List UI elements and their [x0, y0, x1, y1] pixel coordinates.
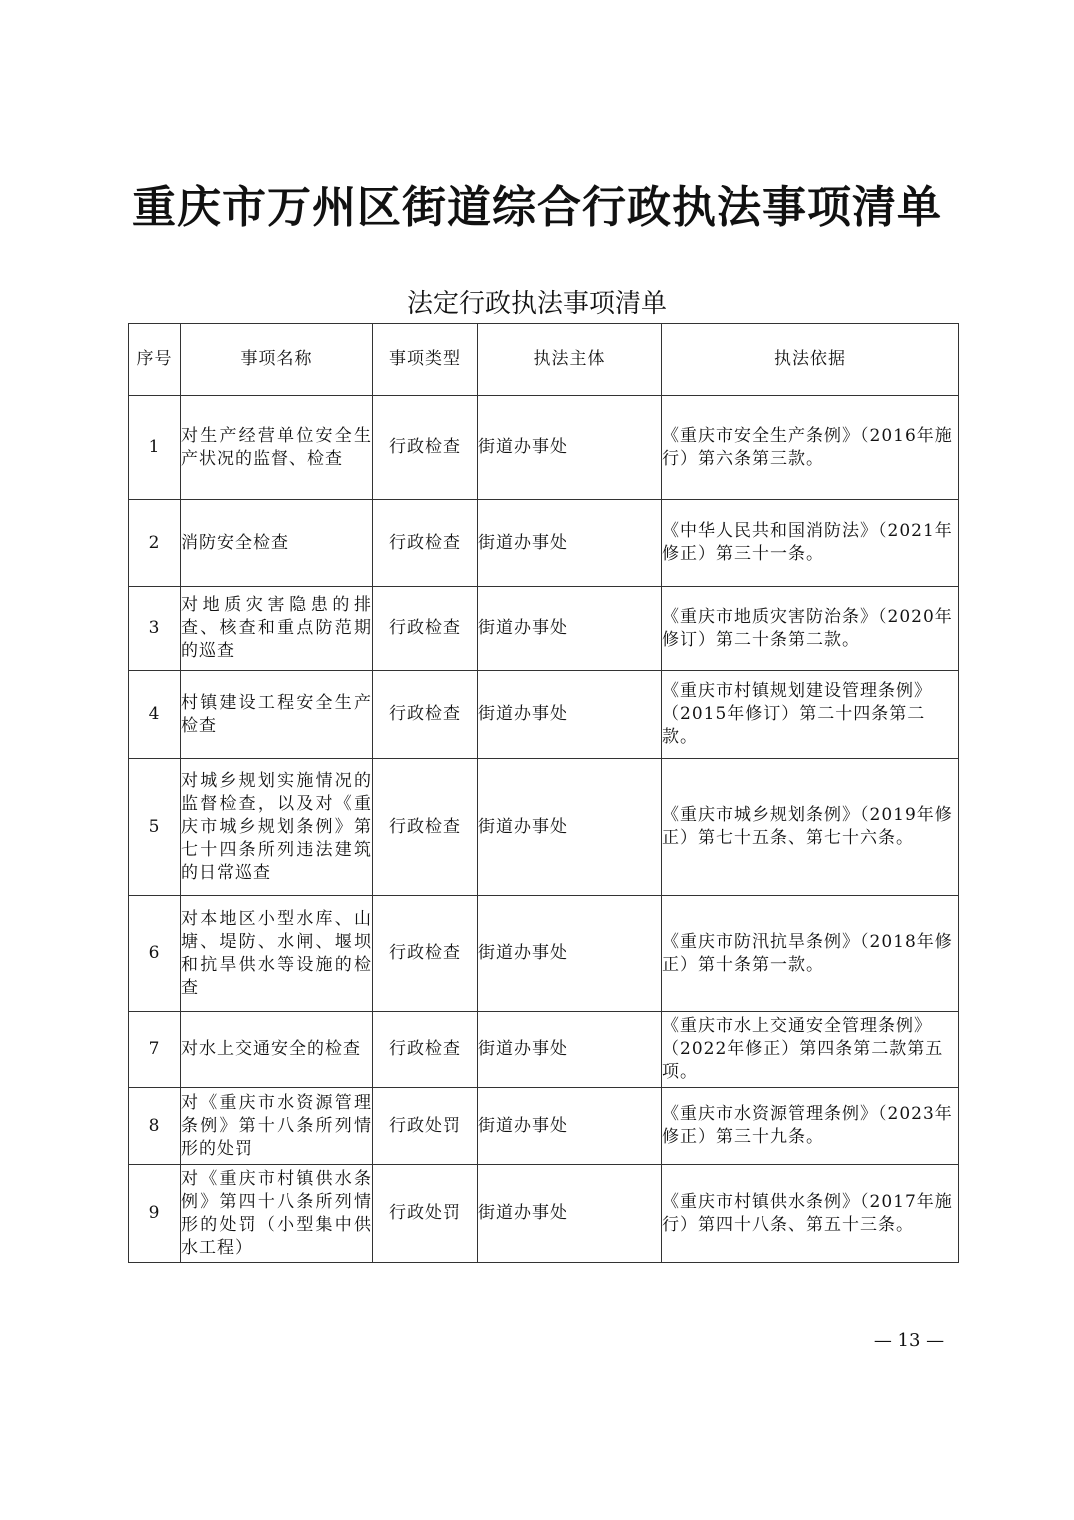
- row-index: 5: [129, 759, 181, 896]
- row-item-type: 行政检查: [373, 396, 478, 500]
- enforcement-items-table: [128, 323, 959, 1263]
- row-index: 8: [129, 1088, 181, 1165]
- row-basis: 《重庆市安全生产条例》（2016年施行）第六条第三款。: [662, 396, 959, 500]
- row-index: 4: [129, 671, 181, 759]
- row-basis: 《重庆市水资源管理条例》（2023年修正）第三十九条。: [662, 1088, 959, 1165]
- row-subject: 街道办事处: [478, 671, 662, 759]
- row-subject: 街道办事处: [478, 1012, 662, 1088]
- row-basis: 《重庆市城乡规划条例》（2019年修正）第七十五条、第七十六条。: [662, 759, 959, 896]
- row-subject: 街道办事处: [478, 1088, 662, 1165]
- row-subject: 街道办事处: [478, 500, 662, 587]
- row-index: 2: [129, 500, 181, 587]
- row-item-type: 行政检查: [373, 671, 478, 759]
- row-item-name: 对地质灾害隐患的排查、核查和重点防范期的巡查: [181, 587, 373, 671]
- table-subtitle: 法定行政执法事项清单: [406, 289, 667, 319]
- table-row: [129, 759, 959, 896]
- row-item-name: 对城乡规划实施情况的监督检查，以及对《重庆市城乡规划条例》第七十四条所列违法建筑的日常巡查: [181, 759, 373, 896]
- row-item-name: 对《重庆市水资源管理条例》第十八条所列情形的处罚: [181, 1088, 373, 1165]
- table-row: [129, 396, 959, 500]
- document-title: 重庆市万州区街道综合行政执法事项清单: [132, 182, 942, 233]
- row-basis: 《重庆市村镇规划建设管理条例》（2015年修订）第二十四条第二款。: [662, 671, 959, 759]
- row-subject: 街道办事处: [478, 759, 662, 896]
- row-index: 9: [129, 1165, 181, 1263]
- row-item-type: 行政检查: [373, 1012, 478, 1088]
- row-item-name: 对《重庆市村镇供水条例》第四十八条所列情形的处罚（小型集中供水工程）: [181, 1165, 373, 1263]
- row-basis: 《重庆市防汛抗旱条例》（2018年修正）第十条第一款。: [662, 896, 959, 1012]
- header-enforcement-subject: 执法主体: [478, 324, 662, 396]
- row-basis: 《重庆市村镇供水条例》（2017年施行）第四十八条、第五十三条。: [662, 1165, 959, 1263]
- row-item-type: 行政检查: [373, 500, 478, 587]
- table-header-row: [129, 324, 959, 396]
- row-subject: 街道办事处: [478, 1165, 662, 1263]
- row-index: 6: [129, 896, 181, 1012]
- row-subject: 街道办事处: [478, 587, 662, 671]
- table-row: [129, 1012, 959, 1088]
- row-item-type: 行政检查: [373, 759, 478, 896]
- row-index: 3: [129, 587, 181, 671]
- row-item-type: 行政处罚: [373, 1088, 478, 1165]
- row-basis: 《重庆市地质灾害防治条》（2020年修订）第二十条第二款。: [662, 587, 959, 671]
- row-item-name: 对本地区小型水库、山塘、堤防、水闸、堰坝和抗旱供水等设施的检查: [181, 896, 373, 1012]
- row-basis: 《重庆市水上交通安全管理条例》（2022年修正）第四条第二款第五项。: [662, 1012, 959, 1088]
- table-row: [129, 1088, 959, 1165]
- row-item-type: 行政检查: [373, 896, 478, 1012]
- row-item-type: 行政处罚: [373, 1165, 478, 1263]
- row-item-type: 行政检查: [373, 587, 478, 671]
- row-item-name: 村镇建设工程安全生产检查: [181, 671, 373, 759]
- page-number: — 13 —: [873, 1330, 945, 1351]
- row-subject: 街道办事处: [478, 896, 662, 1012]
- header-enforcement-basis: 执法依据: [662, 324, 959, 396]
- row-index: 1: [129, 396, 181, 500]
- row-item-name: 对生产经营单位安全生产状况的监督、检查: [181, 396, 373, 500]
- header-item-name: 事项名称: [181, 324, 373, 396]
- table-row: [129, 671, 959, 759]
- row-basis: 《中华人民共和国消防法》（2021年修正）第三十一条。: [662, 500, 959, 587]
- row-item-name: 对水上交通安全的检查: [181, 1012, 373, 1088]
- row-index: 7: [129, 1012, 181, 1088]
- table-row: [129, 1165, 959, 1263]
- table-row: [129, 587, 959, 671]
- table-row: [129, 896, 959, 1012]
- table-row: [129, 500, 959, 587]
- header-index: 序号: [129, 324, 181, 396]
- row-subject: 街道办事处: [478, 396, 662, 500]
- header-item-type: 事项类型: [373, 324, 478, 396]
- row-item-name: 消防安全检查: [181, 500, 373, 587]
